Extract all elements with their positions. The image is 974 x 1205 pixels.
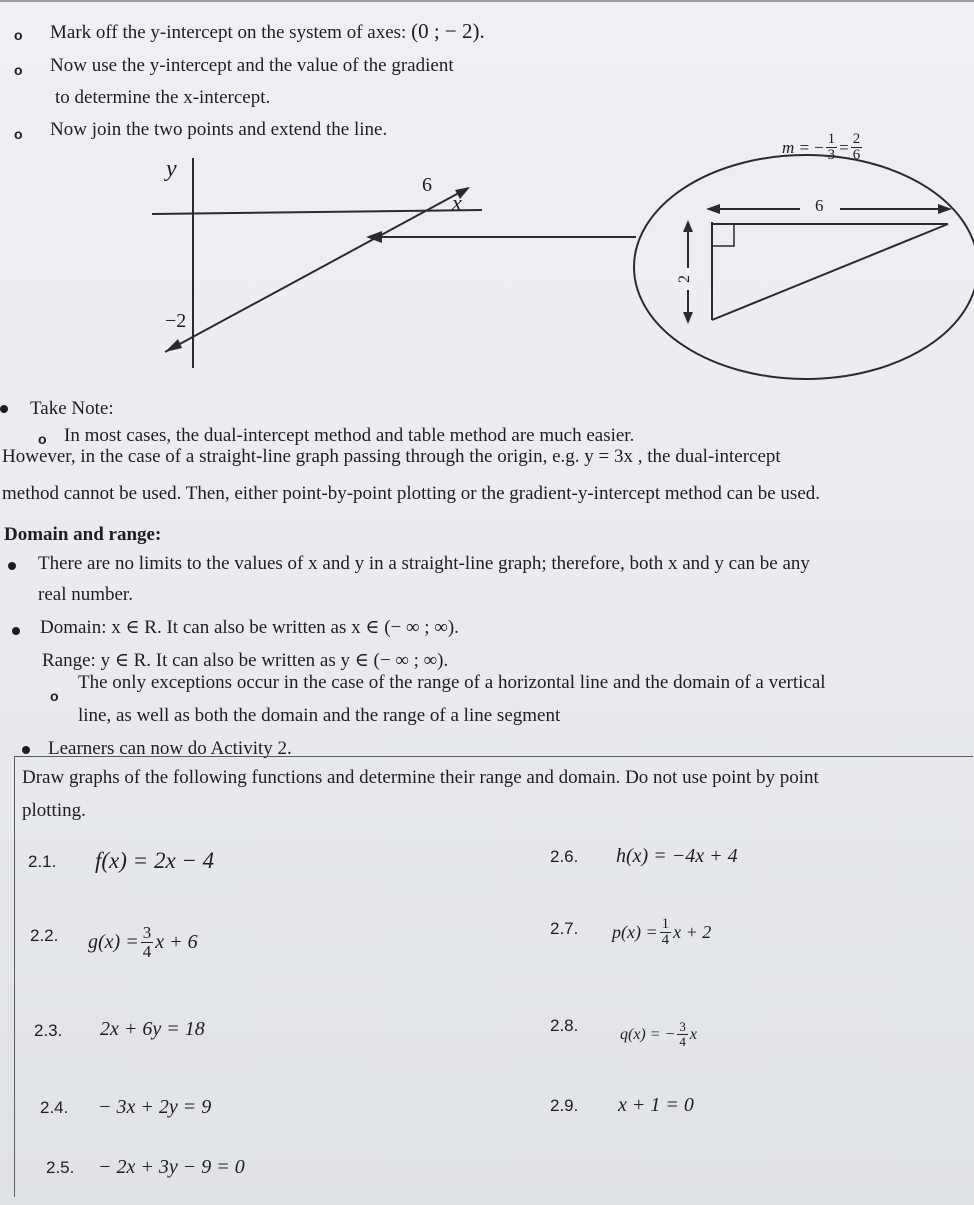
item-2-9-number: 2.9. — [550, 1096, 579, 1115]
gradient-graph-diagram — [0, 137, 974, 380]
bullet-use-gradient: Now use the y-intercept and the value of the gradient — [50, 55, 454, 76]
hollow-bullet-icon: o — [38, 431, 47, 447]
expr-prefix: q(x) = − — [620, 1025, 676, 1043]
item-2-8-number: 2.8. — [550, 1016, 579, 1035]
domain-line: Domain: x ∈ R. It can also be written as x ∈ (− ∞ ; ∞). — [40, 617, 459, 638]
item-2-1-number: 2.1. — [28, 852, 57, 871]
y-intercept-label: −2 — [165, 310, 187, 332]
item-2-9-expr: x + 1 = 0 — [618, 1094, 694, 1116]
frac-den: 3 — [827, 147, 836, 163]
take-note-para-line2: method cannot be used. Then, either point-by-point plotting or the gradient-y-intercept method can be used. — [2, 483, 821, 504]
hollow-bullet-icon: o — [50, 688, 59, 704]
activity-line: Learners can now do Activity 2. — [48, 738, 292, 759]
gradient-formula: m = − $\frac{1}{3}$ = $\frac{2}{6}$ — [782, 131, 861, 163]
m-label: m = — [782, 137, 810, 157]
domain-range-heading: Domain and range: — [4, 524, 162, 545]
take-note-heading: Take Note: — [30, 398, 114, 419]
item-2-2-number: 2.2. — [30, 926, 59, 945]
item-2-2-expr — [88, 924, 198, 961]
activity-instruction-line1: Draw graphs of the following functions and determine their range and domain. Do not use point by point — [22, 767, 819, 788]
expr-suffix: x + 6 — [155, 931, 198, 953]
hollow-bullet-icon: o — [14, 126, 23, 142]
item-2-4-number: 2.4. — [40, 1098, 69, 1117]
take-note-para-line1: However, in the case of a straight-line graph passing through the origin, e.g. y = 3x , the dual-intercept — [2, 446, 781, 467]
item-2-8-expr — [620, 1020, 697, 1049]
fraction-1-3 — [826, 132, 838, 163]
bullet-mark-y-intercept — [50, 20, 485, 44]
frac-num: 2 — [852, 131, 861, 147]
bullet-dot-icon — [8, 562, 16, 570]
bullet-text: Mark off the y-intercept on the system of axes: — [50, 22, 407, 43]
bullet-dot-icon — [22, 746, 30, 754]
item-2-1-expr: f(x) = 2x − 4 — [95, 848, 215, 873]
frac-num: 1 — [661, 916, 670, 932]
item-2-6-expr: h(x) = −4x + 4 — [616, 845, 738, 867]
frac-num: 3 — [142, 923, 152, 942]
item-2-3-expr: 2x + 6y = 18 — [100, 1018, 205, 1040]
item-2-5-number: 2.5. — [46, 1158, 75, 1177]
inset-run-label: 6 — [815, 196, 824, 215]
range-line: Range: y ∈ R. It can also be written as y ∈ (− ∞ ; ∞). — [42, 650, 449, 671]
frac-den: 6 — [852, 147, 861, 163]
frac-den: 4 — [142, 942, 152, 961]
domain-range-bullet1-line1: There are no limits to the values of x and y in a straight-line graph; therefore, both x and y can be any — [38, 553, 810, 574]
top-border-line — [0, 0, 974, 2]
expr-suffix: x — [689, 1025, 697, 1043]
activity-2-box — [14, 756, 973, 1197]
frac-num: 1 — [827, 131, 836, 147]
fraction-3-4 — [677, 1020, 688, 1049]
expr-prefix: g(x) = — [88, 931, 139, 953]
fraction-3-4 — [141, 924, 154, 961]
activity-instruction-line2: plotting. — [22, 800, 86, 821]
x-run-label: 6 — [422, 174, 432, 196]
frac-den: 4 — [661, 932, 670, 948]
exception-line1: The only exceptions occur in the case of the range of a horizontal line and the domain of a vertical — [78, 672, 826, 693]
y-axis-label: y — [166, 156, 177, 182]
item-2-3-number: 2.3. — [34, 1021, 63, 1040]
fraction-2-6 — [851, 132, 863, 163]
inset-rise-label: 2 — [676, 275, 693, 283]
frac-den: 4 — [679, 1034, 686, 1049]
take-note-sub-bullet: In most cases, the dual-intercept method and table method are much easier. — [64, 425, 635, 446]
fraction-1-4 — [660, 917, 672, 948]
x-axis-label: x — [452, 190, 462, 215]
item-2-4-expr: − 3x + 2y = 9 — [98, 1096, 212, 1118]
item-2-7-number: 2.7. — [550, 919, 579, 938]
frac-num: 3 — [679, 1019, 686, 1034]
exception-line2: line, as well as both the domain and the range of a line segment — [78, 705, 561, 726]
hollow-bullet-icon: o — [14, 27, 23, 43]
expr-prefix: p(x) = — [612, 922, 658, 942]
hollow-bullet-icon: o — [14, 62, 23, 78]
bullet-dot-icon — [12, 627, 20, 635]
item-2-7-expr — [612, 917, 711, 948]
y-intercept-value: (0 ; − 2). — [411, 19, 485, 43]
expr-suffix: x + 2 — [673, 922, 712, 942]
bullet-dot-icon — [0, 405, 8, 413]
item-2-6-number: 2.6. — [550, 847, 579, 866]
domain-range-bullet1-line2: real number. — [38, 584, 133, 605]
item-2-5-expr: − 2x + 3y − 9 = 0 — [98, 1156, 245, 1178]
bullet-use-gradient-cont: to determine the x-intercept. — [55, 87, 271, 108]
bullet-join-points: Now join the two points and extend the line. — [50, 119, 388, 140]
